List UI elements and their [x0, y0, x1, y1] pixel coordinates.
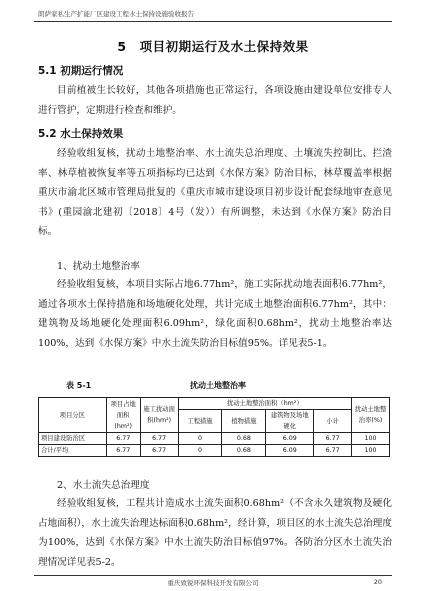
section-5-2-paragraph-1: 经验收组复核，扰动土地整治率、水土流失总治理度、土壤流失控制比、拦渣率、林草植被恢复率等五项指标均已达到《水保方案》防治目标，林草覆盖率根据重庆市渝北区城市管理局批复的《重庆市城市建设项目初步设计配套绿地审查意见书》(重园渝北建初〔2018〕4号（发））有所调整，未达到《水保方案》防治目标。	[38, 148, 392, 238]
section-5-2-paragraph-2: 经验收组复核，本项目实际占地6.77hm²，施工实际扰动地表面积6.77hm²，通过各项水土保持措施和场地硬化处理，共计完成土地整治面积6.77hm²，其中：建筑物及场地硬化处理面积6.09hm²，绿化面积0.68hm²，扰动土地整治率达100%，达到《水保方案》中水土流失防治目标值95%。详见表5-1。	[38, 279, 392, 349]
table-title: 扰动土地整治率	[190, 381, 246, 390]
header-subtotal: 小计	[314, 410, 352, 433]
table-number: 表 5-1	[66, 381, 92, 390]
header-zone: 项目分区	[39, 398, 107, 433]
cell-occupied: 6.77	[106, 433, 140, 445]
table-row	[39, 445, 390, 457]
disturbance-remediation-table	[38, 397, 390, 457]
cell-occupied: 6.77	[106, 445, 140, 457]
section-5-1-title: 5.1 初期运行情况	[38, 65, 124, 77]
header-remediation-rate: 扰动土地整治率(%)	[352, 398, 390, 433]
running-header: 朗萨家私生产扩能厂区建设工程水土保持设施验收报告	[38, 10, 194, 18]
cell-rate: 100	[352, 445, 390, 457]
cell-zone: 项目建设防治区	[39, 433, 107, 445]
table-row	[39, 433, 390, 445]
subsection-2-title: 2、水土流失总治理度	[57, 480, 150, 491]
cell-disturbed: 6.77	[140, 445, 178, 457]
chapter-title: 5 项目初期运行及水土保持效果	[117, 39, 309, 54]
page-number: 20	[373, 578, 382, 586]
header-disturbed-area: 施工扰动面积(hm²)	[140, 398, 178, 433]
cell-rate: 100	[352, 433, 390, 445]
cell-vegetation: 0.68	[222, 445, 266, 457]
cell-vegetation: 0.68	[222, 433, 266, 445]
subsection-1-title: 1、扰动土地整治率	[57, 261, 140, 272]
section-5-2-title: 5.2 水土保持效果	[38, 128, 124, 140]
section-5-2-paragraph-3: 经验收组复核，工程共计造成水土流失面积0.68hm²（不含永久建筑物及硬化占地面积），水土流失治理达标面积0.68hm²，经计算，项目区的水土流失总治理度为100%，达到《水保方案》中水土流失防治目标值97%。各防治分区水土流失治理情况详见表5-2。	[38, 498, 392, 568]
cell-subtotal: 6.77	[314, 445, 352, 457]
cell-building: 6.09	[266, 445, 314, 457]
cell-engineering: 0	[178, 433, 222, 445]
header-vegetation: 植物措施	[222, 410, 266, 433]
header-rule	[34, 21, 392, 22]
footer-company: 重庆致锐环保科技开发有限公司	[167, 579, 259, 587]
header-occupied-area: 项目占地面积(hm²)	[106, 398, 140, 433]
section-5-1-paragraph: 目前植被生长较好，其他各项措施也正常运行，各项设施由建设单位安排专人进行管护，定期进行检查和维护。	[38, 85, 392, 116]
cell-subtotal: 6.77	[314, 433, 352, 445]
header-building-hardening: 建筑物及场地硬化	[266, 410, 314, 433]
header-engineering: 工程措施	[178, 410, 222, 433]
cell-building: 6.09	[266, 433, 314, 445]
cell-disturbed: 6.77	[140, 433, 178, 445]
cell-zone: 合计/平均	[39, 445, 107, 457]
table-header-row-1	[39, 398, 390, 410]
footer-rule	[34, 575, 392, 576]
header-remediated-area-group: 扰动土地整治面积（hm²）	[178, 398, 351, 410]
cell-engineering: 0	[178, 445, 222, 457]
